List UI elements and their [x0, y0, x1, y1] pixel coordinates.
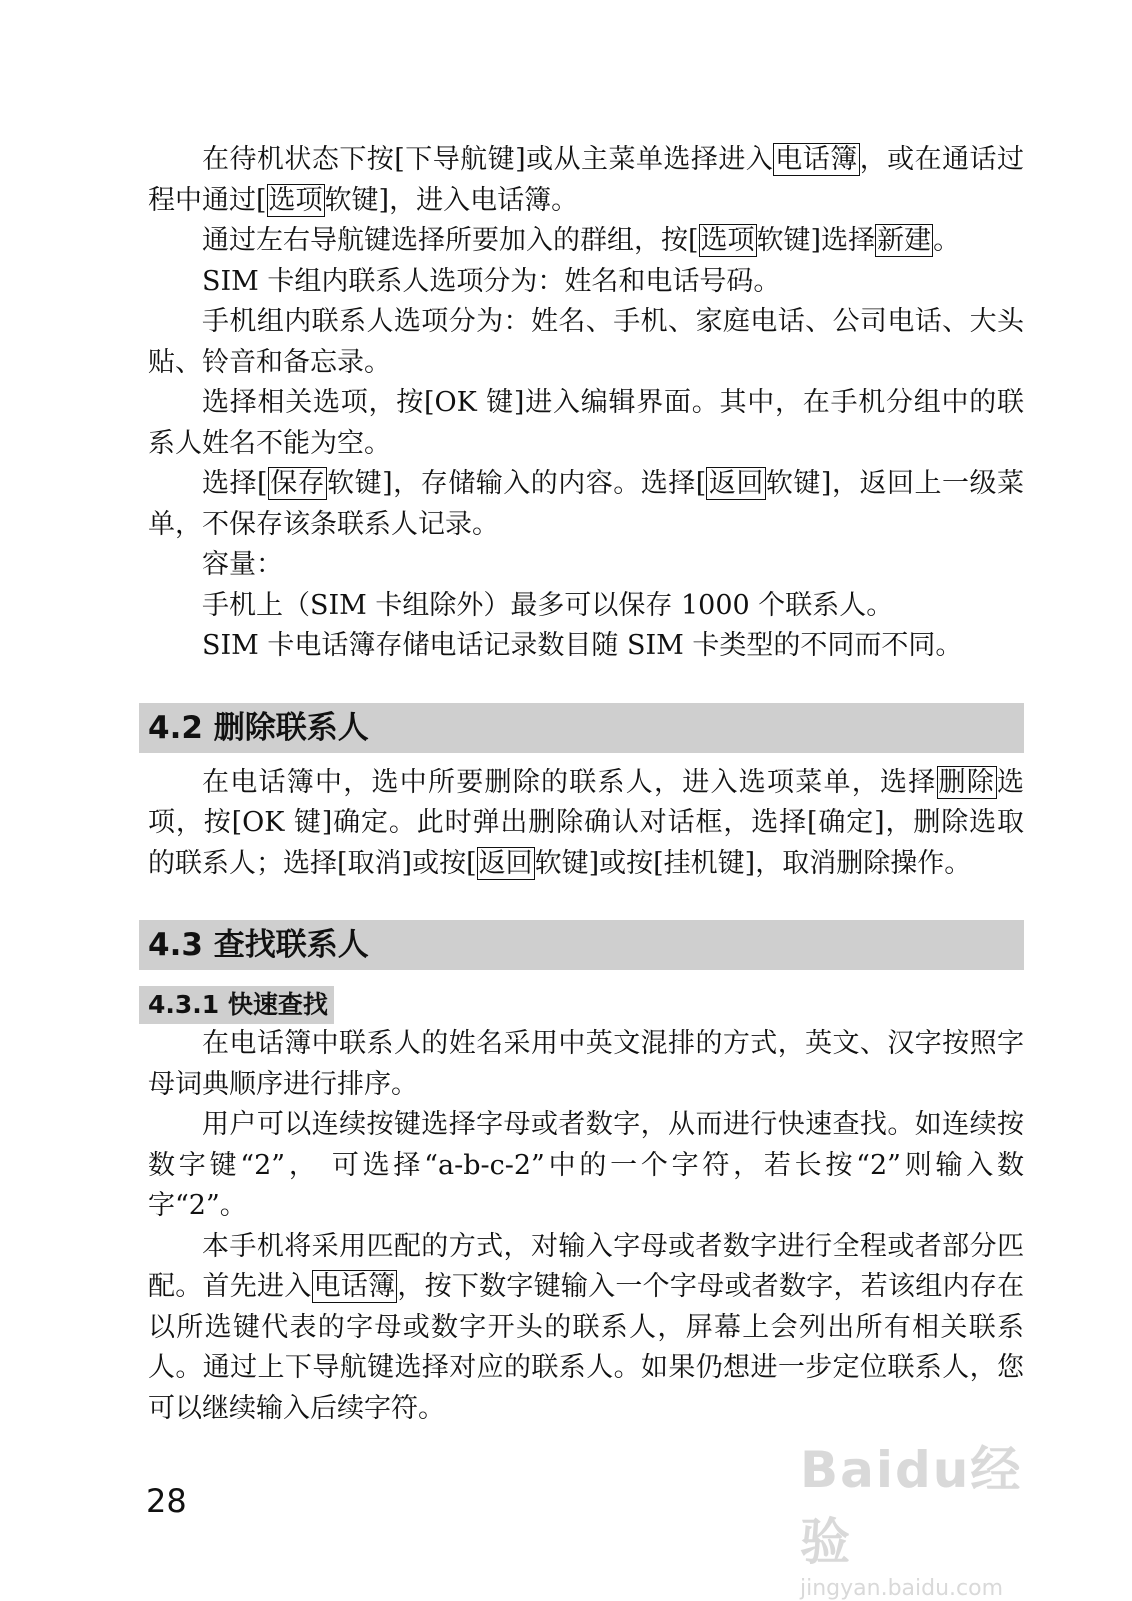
paragraph: 用户可以连续按键选择字母或者数字，从而进行快速查找。如连续按数字键“2”， 可选择“a-b-c-2”中的一个字符，若长按“2”则输入数字“2”。 [148, 1109, 1024, 1221]
paragraph: 容量： [202, 549, 283, 580]
menu-term-box: 选项 [268, 184, 323, 216]
paragraph: 手机组内联系人选项分为：姓名、手机、家庭电话、公司电话、大头贴、铃音和备忘录。 [148, 306, 1024, 378]
menu-term-box: 新建 [877, 225, 932, 256]
menu-term-box: 删除 [938, 766, 995, 798]
paragraph: SIM 卡组内联系人选项分为：姓名和电话号码。 [202, 265, 781, 297]
menu-term-box: 返回 [478, 847, 533, 879]
page-number: 28 [146, 1482, 187, 1520]
paragraph: 在电话簿中，选中所要删除的联系人，进入选项菜单，选择删除选项，按[OK 键]确定。此时弹出删除确认对话框，选择[确定]，删除选取的联系人；选择[取消]或按[返回软键]或按[挂机键]，取消删除操作。 [148, 766, 1024, 879]
section-heading: 4.3 查找联系人 [139, 920, 1024, 970]
baidu-watermark [800, 1430, 1060, 1601]
menu-term-box: 返回 [708, 468, 764, 499]
paragraph: 通过左右导航键选择所要加入的群组，按[选项软键]选择新建。 [202, 225, 961, 256]
menu-term-box: 保存 [269, 468, 326, 499]
paragraph: 手机上（SIM 卡组除外）最多可以保存 1000 个联系人。 [202, 589, 894, 621]
paragraph: 选择[保存软键]，存储输入的内容。选择[返回软键]，返回上一级菜单，不保存该条联系人记录。 [148, 468, 1025, 540]
menu-term-box: 电话簿 [775, 144, 858, 175]
watermark-logo: Baidu经验 [800, 1441, 1023, 1571]
document-body [148, 140, 1024, 1429]
subsection-heading: 4.3.1 快速查找 [139, 986, 334, 1024]
paragraph: 选择相关选项，按[OK 键]进入编辑界面。其中，在手机分组中的联系人姓名不能为空。 [148, 387, 1024, 459]
paragraph: 在待机状态下按[下导航键]或从主菜单选择进入电话簿，或在通话过程中通过[选项软键]，进入电话簿。 [148, 144, 1025, 216]
paragraph: 本手机将采用匹配的方式，对输入字母或者数字进行全程或者部分匹配。首先进入电话簿，按下数字键输入一个字母或者数字，若该组内存在以所选键代表的字母或数字开头的联系人，屏幕上会列出所有相关联系人。通过上下导航键选择对应的联系人。如果仍想进一步定位联系人，您可以继续输入后续字符。 [148, 1230, 1025, 1424]
paragraph: SIM 卡电话簿存储电话记录数目随 SIM 卡类型的不同而不同。 [202, 630, 963, 661]
menu-term-box: 选项 [700, 225, 755, 256]
paragraph: 在电话簿中联系人的姓名采用中英文混排的方式，英文、汉字按照字母词典顺序进行排序。 [148, 1028, 1024, 1100]
section-heading: 4.2 删除联系人 [139, 703, 1024, 753]
menu-term-box: 电话簿 [313, 1271, 396, 1302]
watermark-url: jingyan.baidu.com [800, 1576, 1004, 1601]
